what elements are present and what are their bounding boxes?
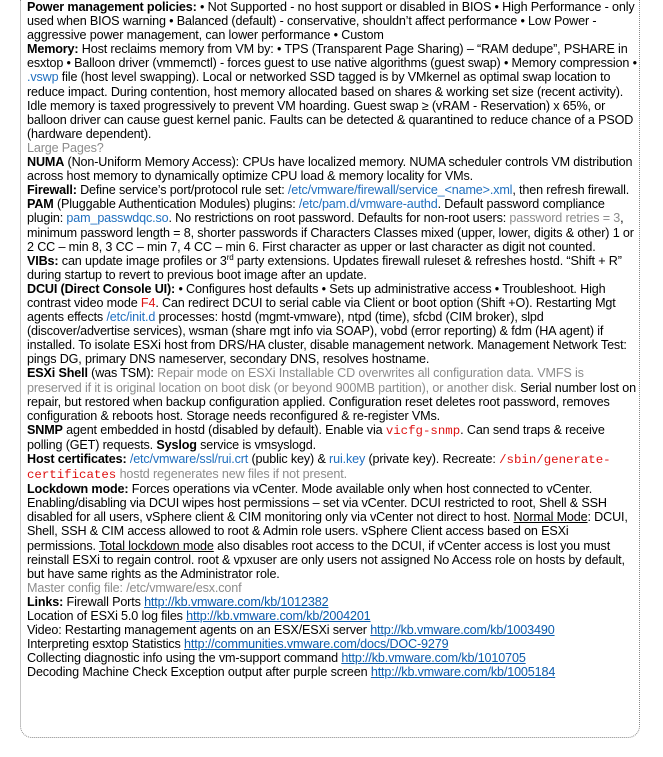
power-section [27,0,637,42]
lockdown-text-1: Forces operations via vCenter. Mode available only when host connected to vCenter. Enabling/disabling via DCUI wipes host permissions – set via vCenter. DCUI restricted to root, Shell & SSH disabled for all users, vSphere client & CIM monitoring only via vCenter not direct to host. [27,482,607,525]
link-esxi-log-files[interactable]: http://kb.vmware.com/kb/2004201 [186,609,371,624]
link-description: Location of ESXi 5.0 log files [27,609,187,624]
links-line-5 [27,651,637,665]
vswp-path: .vswp [27,70,59,85]
dcui-text-3: processes: hostd (mgmt-vmware), ntpd (time), sfcbd (CIM broker), slpd (discover/advertise services), wsman (share mgt info via SOAP), vobd (error reporting) & fdm (HA agent) if installed. To isolate ESXi host from DRS/HA cluster, disable management network. Management Network Test: pings DG, primary DNS nameserver, secondary DNS, resolves hostname. [27,310,627,367]
pam-text-3: . No restrictions on root password. Defaults for non-root users: [168,211,510,226]
pam-text-2: . Default password compliance plugin: [27,197,605,226]
snmp-command: vicfg-snmp [385,423,461,438]
certs-key-file: rui.key [329,452,366,466]
dcui-section [27,282,637,367]
vibs-label: VIBs: [27,253,59,268]
memory-label: Memory: [27,42,79,57]
vibs-text-1: can update image profiles or 3 [58,253,227,268]
numa-section [27,155,637,183]
link-esxtop-stats[interactable]: http://communities.vmware.com/docs/DOC-9279 [184,637,449,652]
snmp-section [27,423,637,452]
firewall-text-2: , then refresh firewall. [512,183,630,198]
links-line-6 [27,665,637,679]
normal-mode-label: Normal Mode [513,510,588,525]
shell-label: ESXi Shell [27,366,88,381]
certs-section [27,452,637,482]
snmp-text-2: . Can send traps & receive polling (GET) requests. [27,422,605,452]
certs-command: /sbin/generate-certificates [27,453,611,483]
vibs-section [27,254,637,282]
shell-text-2: Serial number lost on repair, but restored when backup configuration applied. Configuration reset deletes root password, removes configuration & reboots host. Storage needs reconfigured & re-register VMs. [27,380,636,423]
lockdown-text-2: : DCUI, Shell, SSH & CIM access allowed to root & Admin role users. vSphere Client access based on ESXi permissions. [27,510,628,553]
lockdown-section [27,482,637,581]
link-restart-agents[interactable]: http://kb.vmware.com/kb/1003490 [370,623,555,638]
dcui-label: DCUI (Direct Console UI): [27,281,176,296]
firewall-section [27,183,637,197]
links-line-1 [27,595,637,609]
snmp-text-1: agent embedded in hostd (disabled by default). Enable via [62,422,386,437]
memory-section [27,42,637,141]
certs-note: hostd regenerates new files if not present. [116,467,347,482]
snmp-label: SNMP [27,422,63,437]
power-text: • Not Supported - no host support or disabled in BIOS • High Performance - only used when BIOS warning • Balanced (default) - conservative, shouldn’t affect performance • Low Power - aggressive power management, can lower performance • Custom [27,0,635,43]
pam-section [27,197,637,253]
dcui-text-2: . Can redirect DCUI to serial cable via Client or boot option (Shift +O). Restarting Mgt agents effects [27,295,616,325]
lockdown-label: Lockdown mode: [27,482,129,497]
memory-text-1: Host reclaims memory from VM by: • TPS (Transparent Page Sharing) – “RAM dedupe”, PSHARE in esxtop • Balloon driver (vmmemctl) - forces guest to use native algorithms (guest swap) • Memory compression • [27,42,637,71]
firewall-text-1: Define service’s port/protocol rule set: [76,183,288,198]
pam-text-1: (Pluggable Authentication Modules) plugins: [53,197,299,212]
syslog-label: Syslog [156,437,197,452]
numa-label: NUMA [27,155,65,170]
numa-text: (Non-Uniform Memory Access): CPUs have localized memory. NUMA scheduler controls VM distribution across host memory to dynamically optimize CPU load & memory locality for VMs. [27,155,633,184]
shell-repair-note: Repair mode on ESXi Installable CD overwrites all configuration data. VMFS is preserved if it is original location on boot disk (or beyond 900MB partition), or another disk. [27,366,584,395]
link-description: Firewall Ports [63,594,145,609]
certs-text-3: (private key). Recreate: [365,452,500,466]
pam-label: PAM [27,197,54,212]
snmp-text-3: service is vmsyslogd. [196,437,316,452]
firewall-path: /etc/vmware/firewall/service_<name>.xml [287,183,513,198]
dcui-text-1: • Configures host defaults • Sets up administrative access • Troubleshoot. High contrast video mode [27,281,606,310]
power-label: Power management policies: [27,0,197,14]
links-line-3 [27,623,637,637]
link-vm-support[interactable]: http://kb.vmware.com/kb/1010705 [341,651,526,666]
pam-plugin: pam_passwdqc.so [66,211,169,226]
certs-crt-path: /etc/vmware/ssl/rui.crt [129,452,249,466]
lockdown-text-3: also disables root access to the DCUI, if vCenter access is lost you must reinstall ESXi to regain control. root & vpxuser are only users not assigned No Access role on hosts by default, but have same rights as the Administrator role. [27,538,625,581]
links-label: Links: [27,594,64,609]
large-pages-note: Large Pages? [27,140,104,155]
total-lockdown-label: Total lockdown mode [99,538,214,553]
master-config-note: Master config file: /etc/vmware/esx.conf [27,580,242,595]
link-purple-screen[interactable]: http://kb.vmware.com/kb/1005184 [370,665,556,680]
pam-text-4: , minimum password length = 8, shorter passwords if Characters Classes mixed (upper, lower, digits & other) 1 or 2 CC – min 8, 3 CC – min 7, 4 CC – min 6. First character as upper or last character as digit not counted. [27,211,634,254]
link-description: Collecting diagnostic info using the vm-support command [27,651,342,666]
dcui-f4-key: F4 [140,295,156,310]
shell-text-1: (was TSM): [87,366,158,381]
vibs-superscript: rd [226,252,234,262]
pam-path: /etc/pam.d/vmware-authd [298,197,438,212]
link-description: Interpreting esxtop Statistics [27,637,185,652]
certs-text-2: (public key) & [248,452,330,466]
links-line-2 [27,609,637,623]
memory-text-2: file (host level swapping). Local or networked SSD tagged is by VMkernel as optimal swap location to reduce impact. During contention, host memory allocated based on shares & working set size (recent activity). Idle memory is taxed progressively to prevent VM hoarding. Guest swap ≥ (vRAM - Reservation) x 65%, or balloon driver can cause guest kernel panic. Faults can be detected & quarantined to reduce chance of a PSOD (hardware dependent). [27,70,634,141]
links-line-4 [27,637,637,651]
link-firewall-ports[interactable]: http://kb.vmware.com/kb/1012382 [144,594,329,609]
vibs-text-2: party extensions. Updates firewall ruleset & refreshes hostd. “Shift + R” during startup to revert to previous boot image after an update. [27,253,622,282]
link-description: Video: Restarting management agents on an ESX/ESXi server [27,623,371,638]
firewall-label: Firewall: [27,183,77,198]
shell-section [27,366,637,422]
pam-retries: password retries = 3 [509,211,621,226]
certs-label: Host certificates: [27,452,127,466]
reference-card [27,0,637,680]
link-description: Decoding Machine Check Exception output after purple screen [27,665,371,680]
dcui-init-path: /etc/init.d [106,310,156,325]
